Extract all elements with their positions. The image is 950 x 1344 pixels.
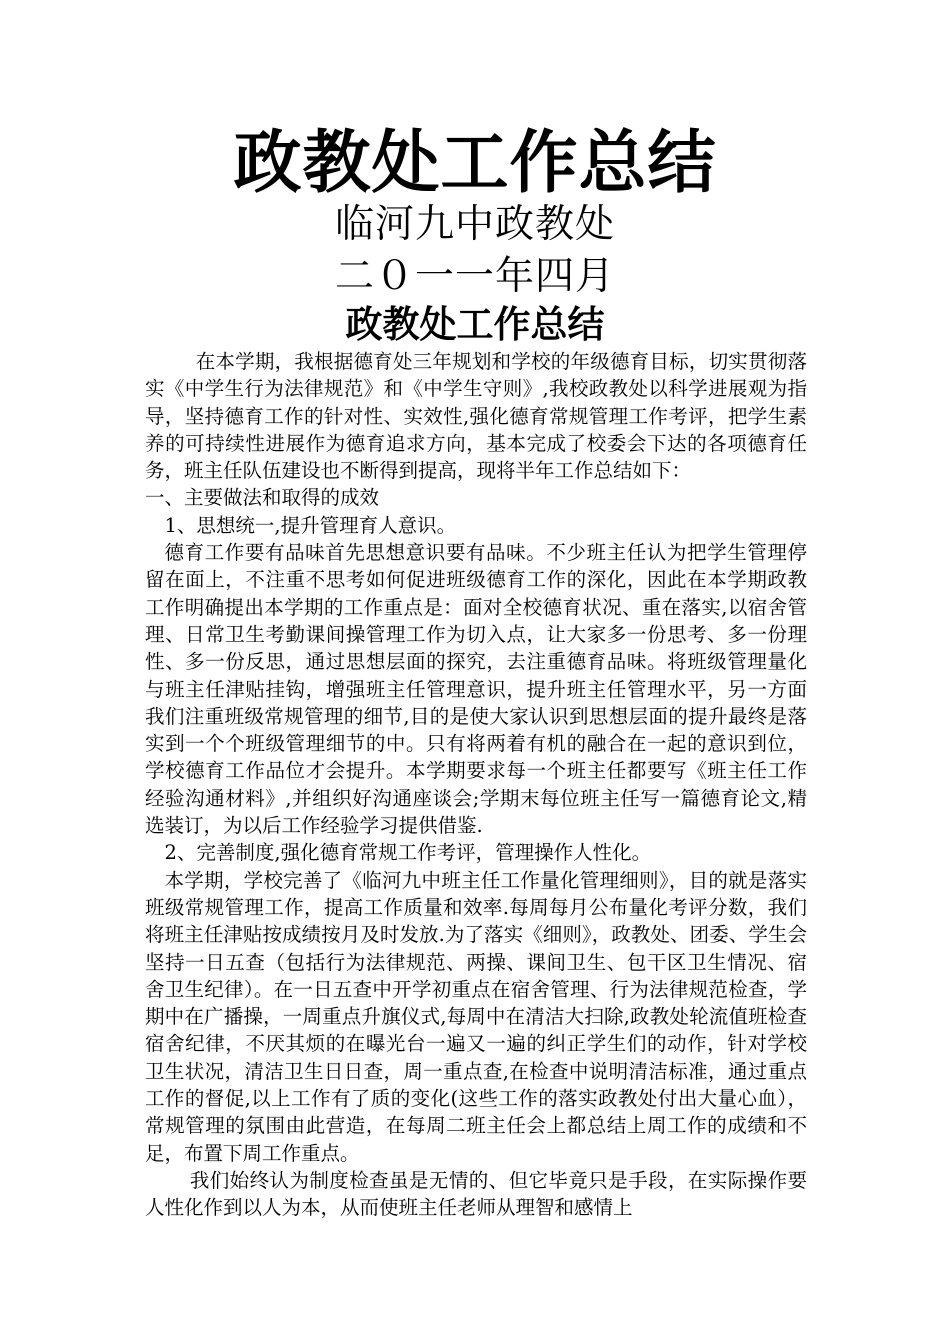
- document-title: 政教处工作总结: [233, 124, 717, 203]
- section-title: 政教处工作总结: [345, 303, 605, 346]
- body-paragraph: 我们始终认为制度检查虽是无情的、但它毕竟只是手段，在实际操作要人性化作到以人为本，从而使班主任老师从理智和感情上: [145, 1168, 807, 1220]
- document-body: [145, 348, 807, 1222]
- intro-paragraph: 在本学期，我根据德育处三年规划和学校的年级德育目标，切实贯彻落实《中学生行为法律规范》和《中学生守则》,我校政教处以科学进展观为指导，坚持德育工作的针对性、实效性,强化德育常规管理工作考评，把学生素养的可持续性进展作为德育追求方向，基本完成了校委会下达的各项德育任务，班主任队伍建设也不断得到提高，现将半年工作总结如下：: [145, 350, 807, 483]
- section-heading-1: 一、主要做法和取得的成效: [145, 486, 380, 510]
- body-paragraph: 本学期，学校完善了《临河九中班主任工作量化管理细则》，目的就是落实班级常规管理工作，提高工作质量和效率.每周每月公布量化考评分数，我们将班主任津贴按成绩按月及时发放.为了落实《细则》，政教处、团委、学生会坚持一日五查（包括行为法律规范、两操、课间卫生、包干区卫生情况、宿舍卫生纪律）。在一日五查中开学初重点在宿舍管理、行为法律规范检查，学期中在广播操，一周重点升旗仪式,每周中在清洁大扫除,政教处轮流值班检查宿舍纪律，不厌其烦的在曝光台一遍又一遍的纠正学生们的动作，针对学校卫生状况，清洁卫生日日查，周一重点查,在检查中说明清洁标准，通过重点工作的督促,以上工作有了质的变化(这些工作的落实政教处付出大量心血），常规管理的氛围由此营造，在每周二班主任会上都总结上周工作的成绩和不足，布置下周工作重点。: [145, 868, 807, 1165]
- body-paragraph: 德育工作要有品味首先思想意识要有品味。不少班主任认为把学生管理停留在面上，不注重不思考如何促进班级德育工作的深化，因此在本学期政教工作明确提出本学期的工作重点是：面对全校德育状况、重在落实,以宿舍管理、日常卫生考勤课间操管理工作为切入点，让大家多一份思考、多一份理性、多一份反思，通过思想层面的探究，去注重德育品味。将班级管理量化与班主任津贴挂钩，增强班主任管理意识，提升班主任管理水平，另一方面我们注重班级常规管理的细节,目的是使大家认识到思想层面的提升最终是落实到一个个班级管理细节的中。只有将两着有机的融合在一起的意识到位，学校德育工作品位才会提升。本学期要求每一个班主任都要写《班主任工作经验沟通材料》,并组织好沟通座谈会;学期末每位班主任写一篇德育论文,精选装订，为以后工作经验学习提供借鉴.: [145, 541, 807, 838]
- subsection-heading-2: 2、完善制度,强化德育常规工作考评，管理操作人性化。: [164, 841, 652, 865]
- organization-name: 临河九中政教处: [334, 202, 615, 247]
- document-date: 二０一一年四月: [334, 254, 615, 299]
- subsection-heading-1: 1、思想统一,提升管理育人意识。: [164, 513, 457, 537]
